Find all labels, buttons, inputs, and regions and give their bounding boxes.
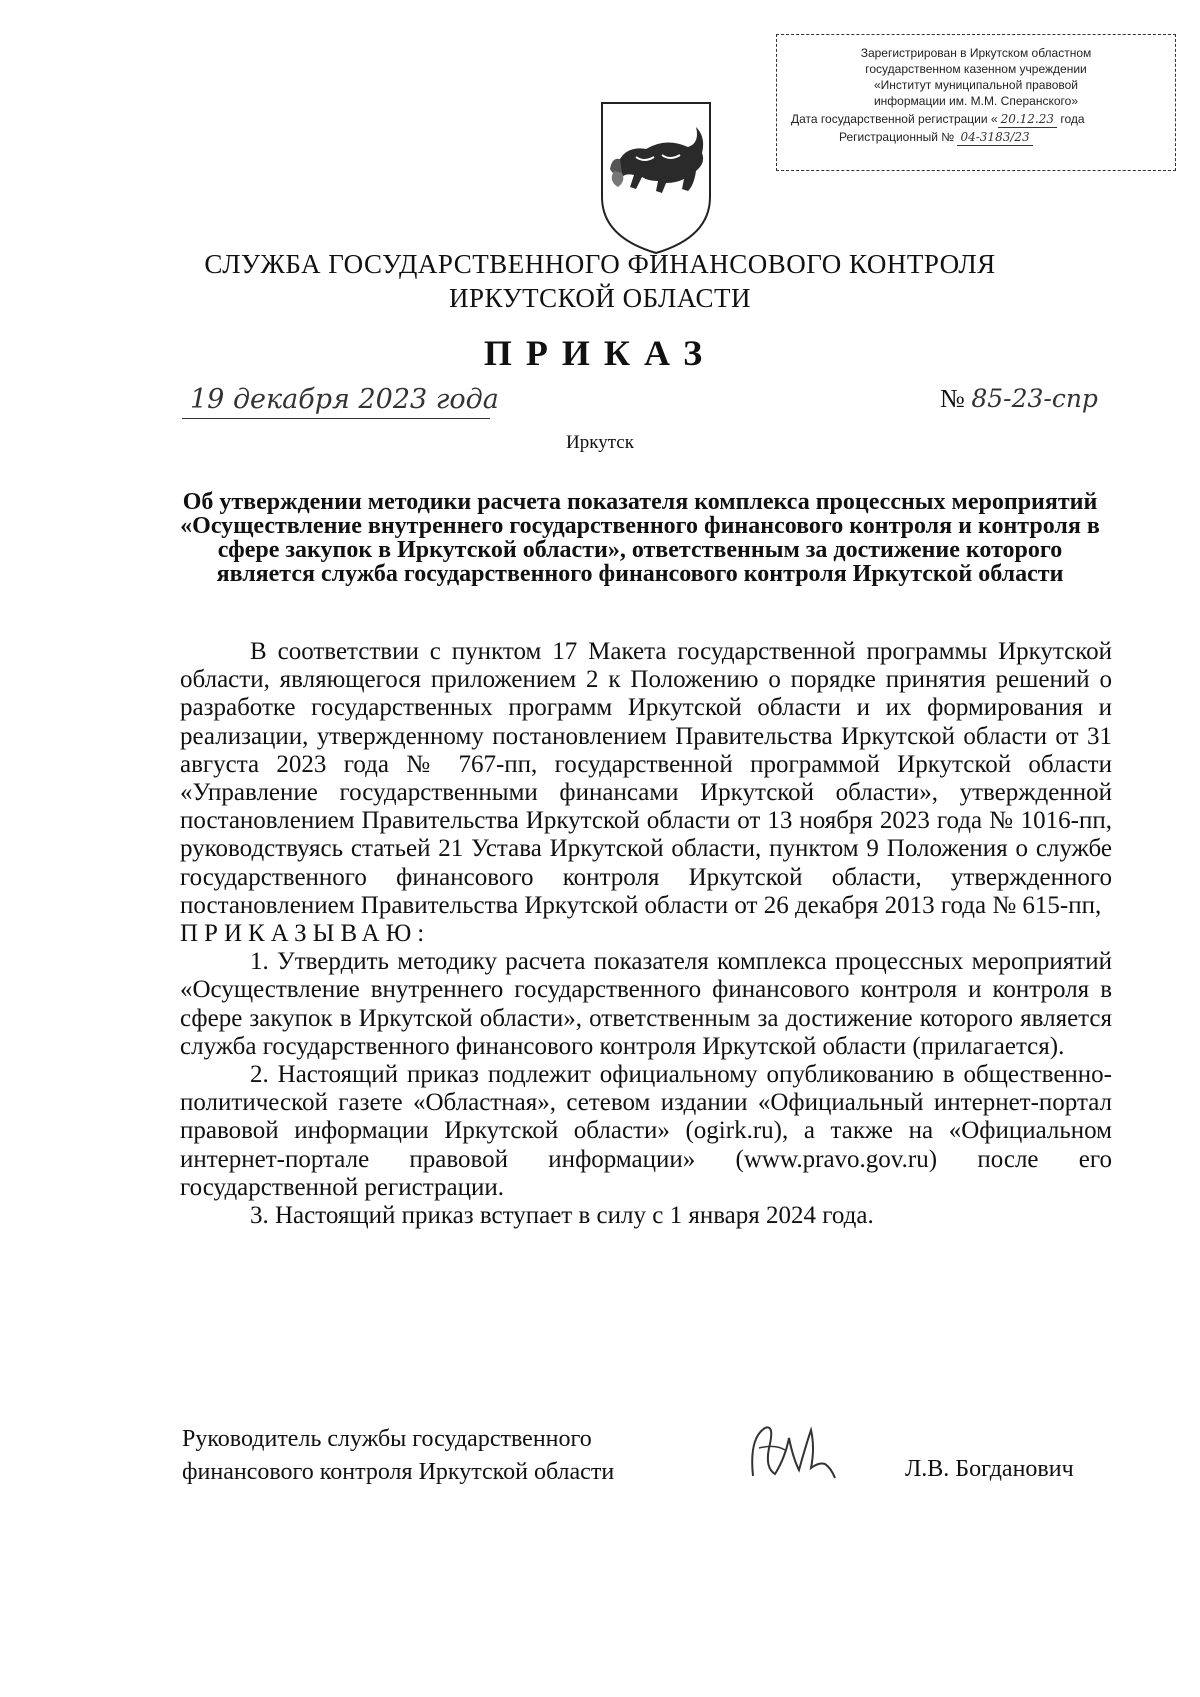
organization-name-line-2: ИРКУТСКОЙ ОБЛАСТИ [449, 283, 751, 313]
preamble-paragraph: В соответствии с пунктом 17 Макета государственной программы Иркутской области, являющегося приложением 2 к Положению о порядке принятия решений о разработке государственных программ Иркутской области и их формирования и реализации, утвержденному постановлением Правительства Иркутской области от 31 августа 2023 года № 767-пп, государственной программой Иркутской области «Управление государственными финансами Иркутской области», утвержденной постановлением Правительства Иркутской области от 13 ноября 2023 года № 1016-пп, руководствуясь статьей 21 Устава Иркутской области, пунктом 9 Положения о службе государственного финансового контроля Иркутской области, утвержденного постановлением Правительства Иркутской области от 26 декабря 2013 года № 615-пп, [180, 638, 1112, 919]
signatory-position-line-1: Руководитель службы государственного [182, 1426, 592, 1452]
city-name: Иркутск [566, 432, 634, 453]
order-date-handwritten: 19 декабря 2023 года [190, 384, 499, 415]
signatory-name: Л.В. Богданович [905, 1456, 1074, 1482]
stamp-date-label: Дата государственной регистрации « [791, 112, 998, 126]
document-type-heading: ПРИКАЗ [483, 333, 717, 373]
organization-name-line-1: СЛУЖБА ГОСУДАРСТВЕННОГО ФИНАНСОВОГО КОНТРОЛЯ [204, 249, 996, 279]
registration-stamp [776, 34, 1176, 171]
order-number-prefix: № [940, 384, 965, 413]
date-underline [182, 418, 490, 419]
signatory-position [182, 1423, 614, 1489]
stamp-line-1: Зарегистрирован в Иркутском областном [860, 46, 1092, 60]
handwritten-signature [745, 1418, 840, 1488]
stamp-date-suffix: года [1060, 112, 1085, 126]
order-item-3: 3. Настоящий приказ вступает в силу с 1 января 2024 года. [250, 1202, 874, 1230]
stamp-line-2: государственном казенном учреждении [865, 62, 1087, 76]
stamp-date-value: 20.12.23 [998, 111, 1057, 128]
order-item-2: 2. Настоящий приказ подлежит официальному опубликованию в общественно-политической газете «Областная», сетевом издании «Официальный интернет-портал правовой информации Иркутской области» (ogirk.ru), а также на «Официальном интернет-портале правовой информации» (www.pravo.gov.ru) после его государственной регистрации. [180, 1061, 1112, 1201]
stamp-registration-date [791, 111, 1085, 128]
order-number-handwritten: 85-23-спр [971, 384, 1098, 413]
stamp-registration-number [839, 129, 1033, 146]
document-body [180, 638, 1112, 1230]
coat-of-arms-emblem [596, 97, 716, 257]
stamp-reg-value: 04-3183/23 [957, 129, 1032, 146]
stamp-line-3: «Институт муниципальной правовой [873, 78, 1079, 92]
order-number [940, 384, 1098, 414]
stamp-reg-label: Регистрационный № [839, 130, 955, 144]
order-directive-word: ПРИКАЗЫВАЮ: [180, 920, 431, 948]
order-item-1: 1. Утвердить методику расчета показателя комплекса процессных мероприятий «Осуществление внутреннего государственного финансового контроля и контроля в сфере закупок в Иркутской области», ответственным за достижение которого является служба государственного финансового контроля Иркутской области (прилагается). [180, 948, 1112, 1060]
stamp-line-4: информации им. М.М. Сперанского» [873, 94, 1079, 108]
signatory-position-line-2: финансового контроля Иркутской области [182, 1459, 615, 1485]
document-title: Об утверждении методики расчета показателя комплекса процессных мероприятий «Осуществление внутреннего государственного финансового контроля и контроля в сфере закупок в Иркутской области», ответственным за достижение которого является служба государственного финансового контроля Иркутской области [180, 489, 1100, 587]
